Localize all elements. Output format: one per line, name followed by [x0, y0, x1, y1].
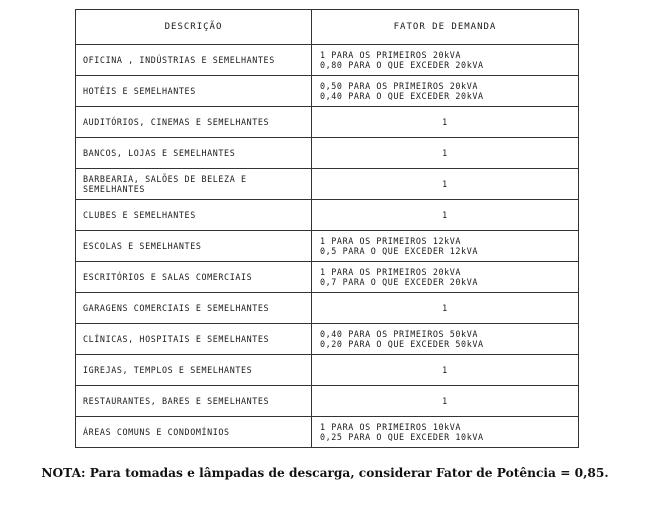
row-descricao: GARAGENS COMERCIAIS E SEMELHANTES — [76, 293, 312, 324]
row-descricao: ESCRITÓRIOS E SALAS COMERCIAIS — [76, 262, 312, 293]
fator-line: 0,5 PARA O QUE EXCEDER 12kVA — [320, 246, 478, 256]
fator-line: 0,40 PARA OS PRIMEIROS 50kVA — [320, 329, 478, 339]
row-fator-demanda — [312, 76, 579, 107]
table-header-row — [76, 10, 579, 45]
table-row — [76, 324, 579, 355]
table-row — [76, 138, 579, 169]
row-fator-demanda — [312, 386, 579, 417]
fator-line: 1 PARA OS PRIMEIROS 20kVA — [320, 267, 462, 277]
row-fator-demanda — [312, 293, 579, 324]
footnote: NOTA: Para tomadas e lâmpadas de descarga, considerar Fator de Potência = 0,85. — [41, 466, 609, 480]
table-row — [76, 262, 579, 293]
fator-line: 1 PARA OS PRIMEIROS 12kVA — [320, 236, 462, 246]
table-row — [76, 45, 579, 76]
fator-line: 0,7 PARA O QUE EXCEDER 20kVA — [320, 277, 478, 287]
table-row — [76, 417, 579, 448]
row-fator-demanda — [312, 107, 579, 138]
fator-line: 1 — [442, 210, 448, 220]
row-descricao: ÁREAS COMUNS E CONDOMÍNIOS — [76, 417, 312, 448]
row-fator-demanda — [312, 355, 579, 386]
row-descricao: AUDITÓRIOS, CINEMAS E SEMELHANTES — [76, 107, 312, 138]
row-descricao: BANCOS, LOJAS E SEMELHANTES — [76, 138, 312, 169]
table-row — [76, 200, 579, 231]
table-row — [76, 355, 579, 386]
demand-factor-table — [75, 9, 579, 448]
fator-line: 0,25 PARA O QUE EXCEDER 10kVA — [320, 432, 484, 442]
row-fator-demanda — [312, 169, 579, 200]
row-fator-demanda — [312, 45, 579, 76]
fator-line: 0,50 PARA OS PRIMEIROS 20kVA — [320, 81, 478, 91]
fator-line: 1 — [442, 303, 448, 313]
fator-line: 1 — [442, 148, 448, 158]
table-body — [76, 45, 579, 448]
row-descricao: BARBEARIA, SALÕES DE BELEZA E SEMELHANTES — [76, 169, 312, 200]
row-descricao: ESCOLAS E SEMELHANTES — [76, 231, 312, 262]
fator-line: 1 PARA OS PRIMEIROS 20kVA — [320, 50, 462, 60]
fator-line: 1 — [442, 396, 448, 406]
row-fator-demanda — [312, 231, 579, 262]
row-fator-demanda — [312, 138, 579, 169]
fator-line: 1 — [442, 117, 448, 127]
row-fator-demanda — [312, 417, 579, 448]
row-descricao: IGREJAS, TEMPLOS E SEMELHANTES — [76, 355, 312, 386]
fator-line: 0,20 PARA O QUE EXCEDER 50kVA — [320, 339, 484, 349]
row-descricao: HOTÉIS E SEMELHANTES — [76, 76, 312, 107]
header-descricao: DESCRIÇÃO — [76, 10, 312, 45]
table-row — [76, 107, 579, 138]
row-descricao: CLUBES E SEMELHANTES — [76, 200, 312, 231]
header-fator-demanda: FATOR DE DEMANDA — [312, 10, 579, 45]
fator-line: 0,80 PARA O QUE EXCEDER 20kVA — [320, 60, 484, 70]
row-fator-demanda — [312, 200, 579, 231]
row-descricao: OFICINA , INDÚSTRIAS E SEMELHANTES — [76, 45, 312, 76]
fator-line: 1 PARA OS PRIMEIROS 10kVA — [320, 422, 462, 432]
row-descricao: RESTAURANTES, BARES E SEMELHANTES — [76, 386, 312, 417]
table-row — [76, 231, 579, 262]
row-descricao: CLÍNICAS, HOSPITAIS E SEMELHANTES — [76, 324, 312, 355]
table-row — [76, 76, 579, 107]
table-row — [76, 386, 579, 417]
table-row — [76, 293, 579, 324]
row-fator-demanda — [312, 262, 579, 293]
fator-line: 1 — [442, 179, 448, 189]
row-fator-demanda — [312, 324, 579, 355]
fator-line: 1 — [442, 365, 448, 375]
table-row — [76, 169, 579, 200]
fator-line: 0,40 PARA O QUE EXCEDER 20kVA — [320, 91, 484, 101]
